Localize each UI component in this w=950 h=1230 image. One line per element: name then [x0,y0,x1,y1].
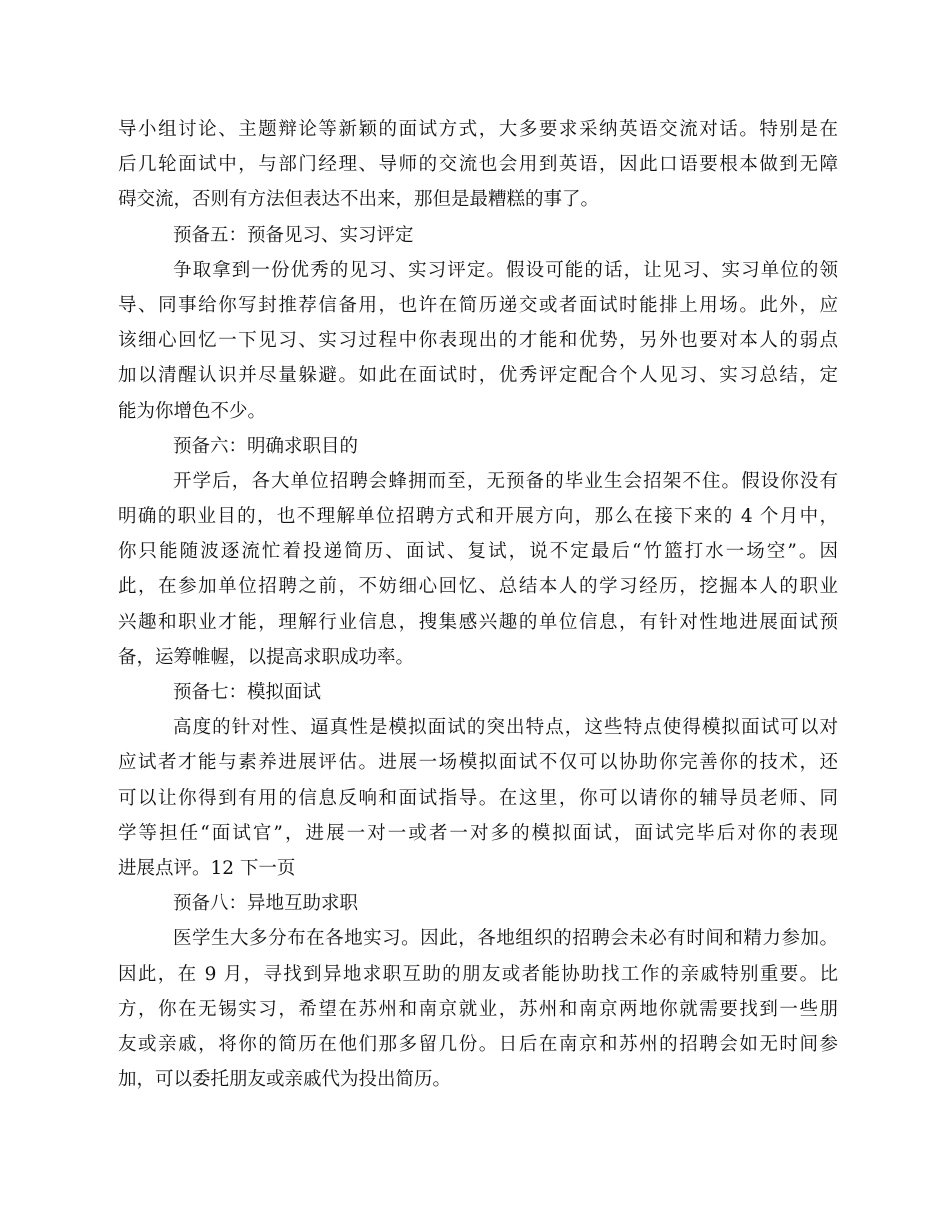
text-line: 导、同事给你写封推荐信备用，也许在简历递交或者面试时能排上用场。此外，应 [118,294,838,316]
section-heading-line: 预备七：模拟面试 [173,682,322,703]
text-line: 进展点评。12 下一页 [118,857,296,879]
text-line: 争取拿到一份优秀的见习、实习评定。假设可能的话，让见习、实习单位的领 [173,259,838,281]
text-line: 你只能随波逐流忙着投递简历、面试、复试，说不定最后“竹篮打水一场空”。因 [118,541,838,563]
text-line: 兴趣和职业才能，理解行业信息，搜集感兴趣的单位信息，有针对性地进展面试预 [118,611,838,633]
text-line: 方，你在无锡实习，希望在苏州和南京就业，苏州和南京两地你就需要找到一些朋 [118,998,838,1020]
section-heading-line: 预备五：预备见习、实习评定 [173,224,414,246]
text-line: 碍交流，否则有方法但表达不出来，那但是最糟糕的事了。 [118,189,600,211]
text-line: 因此，在 9 月，寻找到异地求职互助的朋友或者能协助找工作的亲戚特别重要。比 [118,963,838,985]
text-line: 开学后，各大单位招聘会蜂拥而至，无预备的毕业生会招架不住。假设你没有 [173,470,838,492]
text-line: 此，在参加单位招聘之前，不妨细心回忆、总结本人的学习经历，挖掘本人的职业 [118,576,838,598]
document-body [118,112,838,1097]
text-line: 加以清醒认识并尽量躲避。如此在面试时，优秀评定配合个人见习、实习总结，定 [118,365,838,387]
text-line: 能为你增色不少。 [118,400,267,422]
text-line: 后几轮面试中，与部门经理、导师的交流也会用到英语，因此口语要根本做到无障 [118,154,838,176]
text-line: 导小组讨论、主题辩论等新颖的面试方式，大多要求采纳英语交流对话。特别是在 [118,119,838,140]
text-line: 友或亲戚，将你的简历在他们那多留几份。日后在南京和苏州的招聘会如无时间参 [118,1033,838,1055]
text-line: 明确的职业目的，也不理解单位招聘方式和开展方向，那么在接下来的 4 个月中， [118,506,838,528]
section-heading-line: 预备八：异地互助求职 [173,893,359,915]
text-line: 备，运筹帷幄，以提高求职成功率。 [118,646,415,668]
text-line: 加，可以委托朋友或亲戚代为投出简历。 [118,1069,452,1091]
text-line: 高度的针对性、逼真性是模拟面试的突出特点，这些特点使得模拟面试可以对 [173,717,838,739]
text-line: 应试者才能与素养进展评估。进展一场模拟面试不仅可以协助你完善你的技术，还 [118,752,838,774]
text-line: 医学生大多分布在各地实习。因此，各地组织的招聘会未必有时间和精力参加。 [173,928,838,950]
text-line: 该细心回忆一下见习、实习过程中你表现出的才能和优势，另外也要对本人的弱点 [118,330,838,352]
text-line: 学等担任“面试官”，进展一对一或者一对多的模拟面试，面试完毕后对你的表现 [118,822,838,844]
section-heading-line: 预备六：明确求职目的 [173,435,359,457]
text-line: 可以让你得到有用的信息反响和面试指导。在这里，你可以请你的辅导员老师、同 [118,787,838,809]
